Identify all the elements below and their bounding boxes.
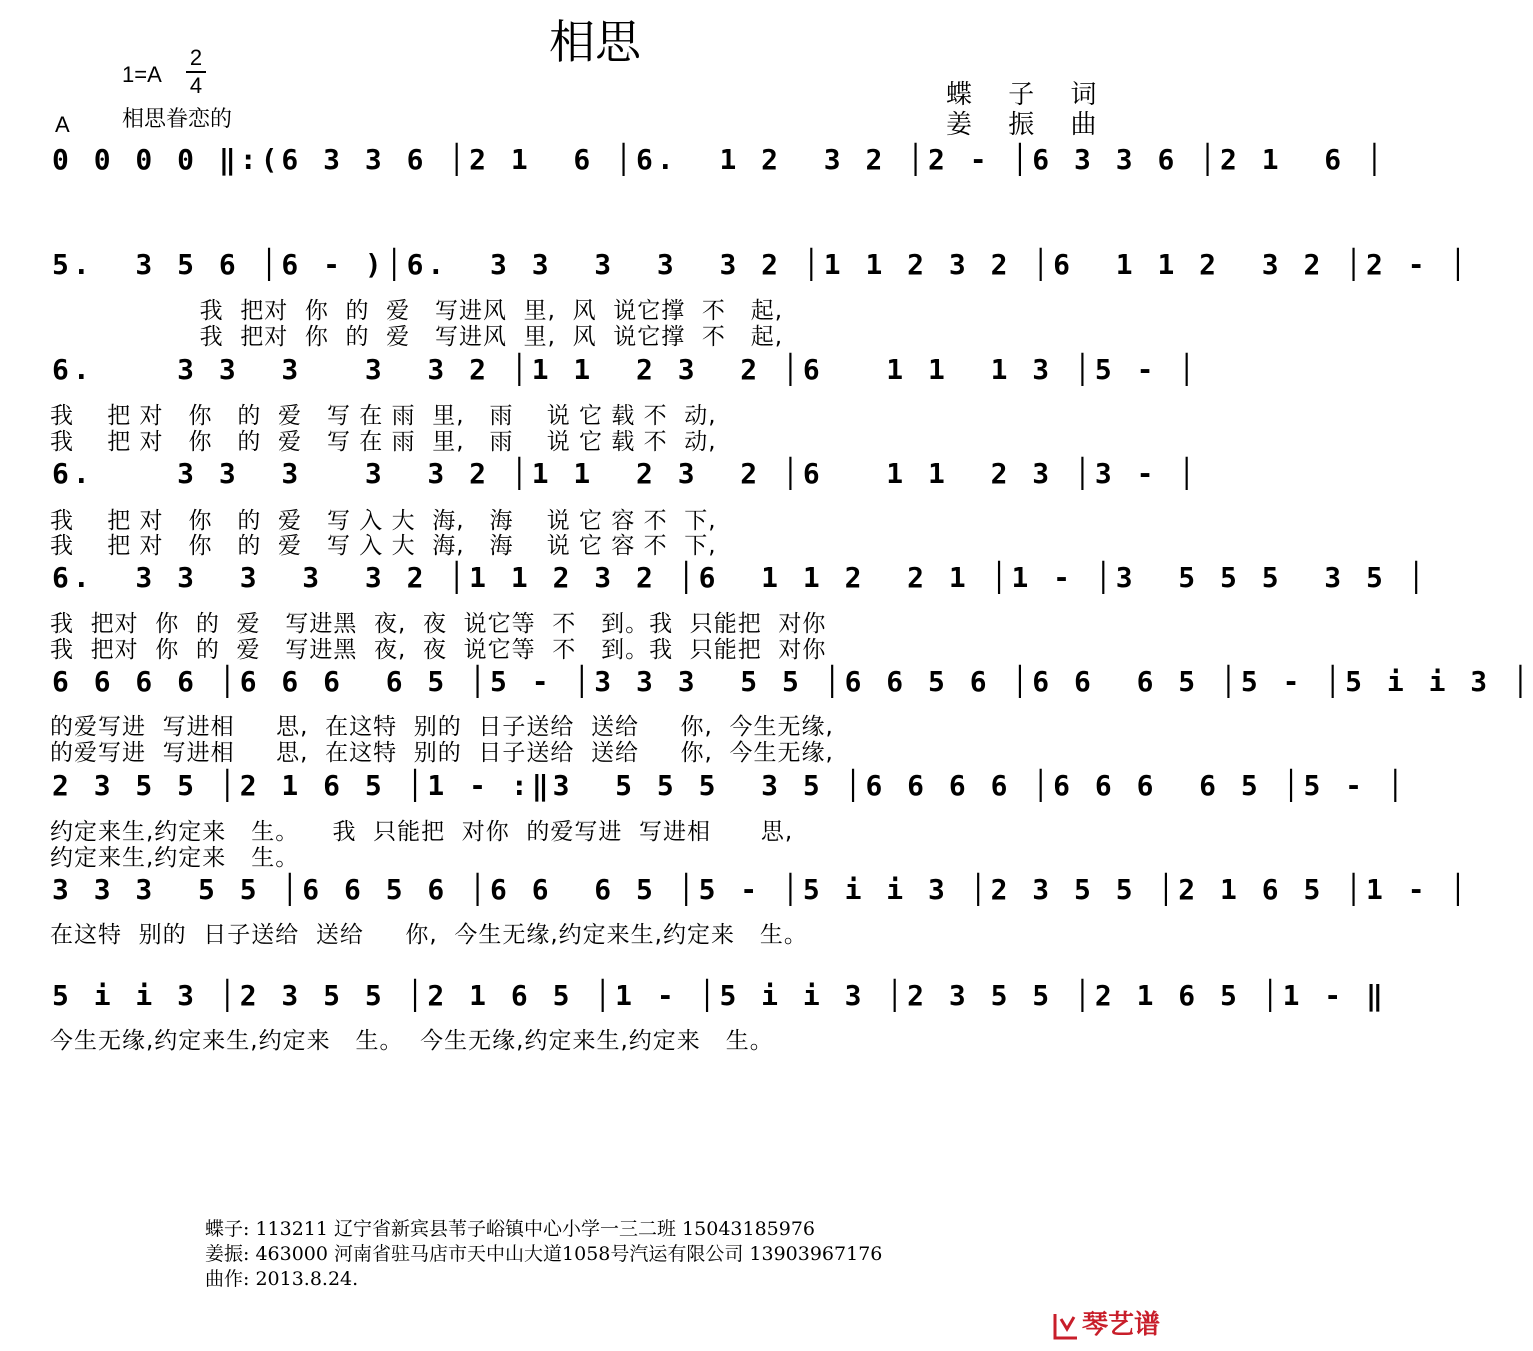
- time-signature-bottom: 4: [189, 73, 203, 98]
- lyric-line-2: 约定来生,约定来 生。: [50, 845, 300, 871]
- prelude-note: 相思眷恋的: [122, 107, 233, 132]
- footer-line-composer: 姜振: 463000 河南省驻马店市天中山大道1058号汽运有限公司 13903967176: [205, 1243, 883, 1265]
- notation-line: 5. 3 5 6 │6 - )│6. 3 3 3 3 3 2 │1 1 2 3 2 │6 1 1 2 3 2 │2 - │: [52, 248, 1471, 281]
- lyricist-credit: 蝶 子 词: [946, 80, 1111, 110]
- notation-line: 0 0 0 0 ‖:(6 3 3 6 │2 1 6 │6. 1 2 3 2 │2 - │6 3 3 6 │2 1 6 │: [52, 143, 1387, 176]
- notation-line: 6. 3 3 3 3 3 2 │1 1 2 3 2 │6 1 1 2 2 1 │1 - │3 5 5 5 3 5 │: [52, 561, 1429, 594]
- credits: [946, 80, 1111, 140]
- lyric-line-2: 我 把 对 你 的 爱 写 在 雨 里, 雨 说 它 载 不 动,: [50, 429, 717, 455]
- notation-line: 3 3 3 5 5 │6 6 5 6 │6 6 6 5 │5 - │5 i i 3 │2 3 5 5 │2 1 6 5 │1 - │: [52, 873, 1471, 906]
- lyric-line-1: 的爱写进 写进相 思, 在这特 别的 日子送给 送给 你, 今生无缘,: [50, 714, 834, 740]
- notation-line: 6. 3 3 3 3 3 2 │1 1 2 3 2 │6 1 1 2 3 │3 - │: [52, 457, 1200, 490]
- lyric-line-1: 我 把 对 你 的 爱 写 入 大 海, 海 说 它 容 不 下,: [50, 508, 717, 534]
- notation-line: 2 3 5 5 │2 1 6 5 │1 - :‖3 5 5 5 3 5 │6 6 6 6 │6 6 6 6 5 │5 - │: [52, 769, 1408, 802]
- song-title: 相思: [549, 15, 641, 69]
- notation-row: [0, 143, 1387, 203]
- key-signature: 1=A: [122, 62, 162, 87]
- lyric-line-1: 我 把 对 你 的 爱 写 在 雨 里, 雨 说 它 载 不 动,: [50, 403, 717, 429]
- time-signature: [186, 46, 206, 98]
- notation-line: 6 6 6 6 │6 6 6 6 5 │5 - │3 3 3 5 5 │6 6 5 6 │6 6 6 5 │5 - │5 i i 3 │: [52, 665, 1533, 698]
- logo-text: 琴艺谱: [1082, 1310, 1161, 1340]
- site-logo: [1052, 1304, 1160, 1341]
- footer-line-lyricist: 蝶子: 113211 辽宁省新宾县苇子峪镇中心小学一三二班 15043185976: [205, 1218, 816, 1240]
- lyric-line-2: 我 把 对 你 的 爱 写 入 大 海, 海 说 它 容 不 下,: [50, 533, 717, 559]
- section-label: A: [55, 112, 70, 137]
- lyric-line-1: 我 把对 你 的 爱 写进黑 夜, 夜 说它等 不 到。我 只能把 对你: [50, 611, 827, 637]
- logo-mark-icon: [1052, 1311, 1080, 1341]
- lyric-line-2: 我 把对 你 的 爱 写进黑 夜, 夜 说它等 不 到。我 只能把 对你: [50, 637, 827, 663]
- composer-credit: 姜 振 曲: [946, 110, 1111, 140]
- lyric-line-1: 约定来生,约定来 生。 我 只能把 对你 的爱写进 写进相 思,: [50, 819, 794, 845]
- lyric-line-1: 我 把对 你 的 爱 写进风 里, 风 说它撑 不 起,: [50, 298, 784, 324]
- lyric-line-2: 我 把对 你 的 爱 写进风 里, 风 说它撑 不 起,: [50, 324, 784, 350]
- notation-line: 5 i i 3 │2 3 5 5 │2 1 6 5 │1 - │5 i i 3 │2 3 5 5 │2 1 6 5 │1 - ‖: [52, 979, 1387, 1012]
- lyric-line-2: 的爱写进 写进相 思, 在这特 别的 日子送给 送给 你, 今生无缘,: [50, 740, 834, 766]
- lyric-line-1: 今生无缘,约定来生,约定来 生。 今生无缘,约定来生,约定来 生。: [50, 1028, 774, 1054]
- time-signature-top: 2: [189, 45, 203, 70]
- lyric-line-1: 在这特 别的 日子送给 送给 你, 今生无缘,约定来生,约定来 生。: [50, 922, 808, 948]
- notation-line: 6. 3 3 3 3 3 2 │1 1 2 3 2 │6 1 1 1 3 │5 - │: [52, 353, 1200, 386]
- footer-line-date: 曲作: 2013.8.24.: [205, 1268, 359, 1290]
